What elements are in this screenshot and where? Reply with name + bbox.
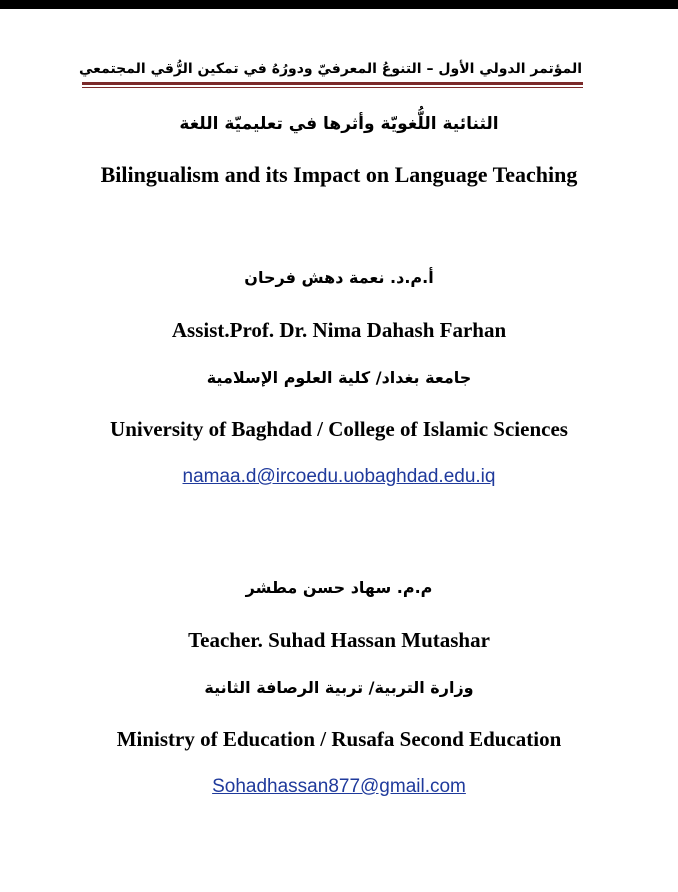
author-1-email-link[interactable]: namaa.d@ircoedu.uobaghdad.edu.iq [182,466,496,487]
author-1-affiliation-english: University of Baghdad / College of Islamic Sciences [110,417,568,441]
author-1-affiliation-arabic: جامعة بغداد/ كلية العلوم الإسلامية [206,368,472,387]
header-rule-thin [82,87,583,88]
title-english: Bilingualism and its Impact on Language Teaching [100,162,578,187]
author-1-name-english: Assist.Prof. Dr. Nima Dahash Farhan [171,318,507,342]
author-2-name-english: Teacher. Suhad Hassan Mutashar [188,628,490,652]
conference-header: المؤتمر الدولي الأول – التنوعُ المعرفيّ ودورُهُ في تمكين الرُّقي المجتمعي [79,61,582,77]
author-2-affiliation-arabic: وزارة التربية/ تربية الرصافة الثانية [204,678,474,697]
author-2-email-link[interactable]: Sohadhassan877@gmail.com [212,776,466,797]
author-2-affiliation-english: Ministry of Education / Rusafa Second Education [116,727,562,751]
author-2-name-arabic: م.م. سهاد حسن مطشر [245,578,433,597]
title-arabic: الثنائية اللُّغويّة وأثرها في تعليميّة اللغة [179,114,499,134]
author-1-name-arabic: أ.م.د. نعمة دهش فرحان [244,268,434,287]
header-rule-thick [82,82,583,85]
top-dark-band [0,0,678,9]
